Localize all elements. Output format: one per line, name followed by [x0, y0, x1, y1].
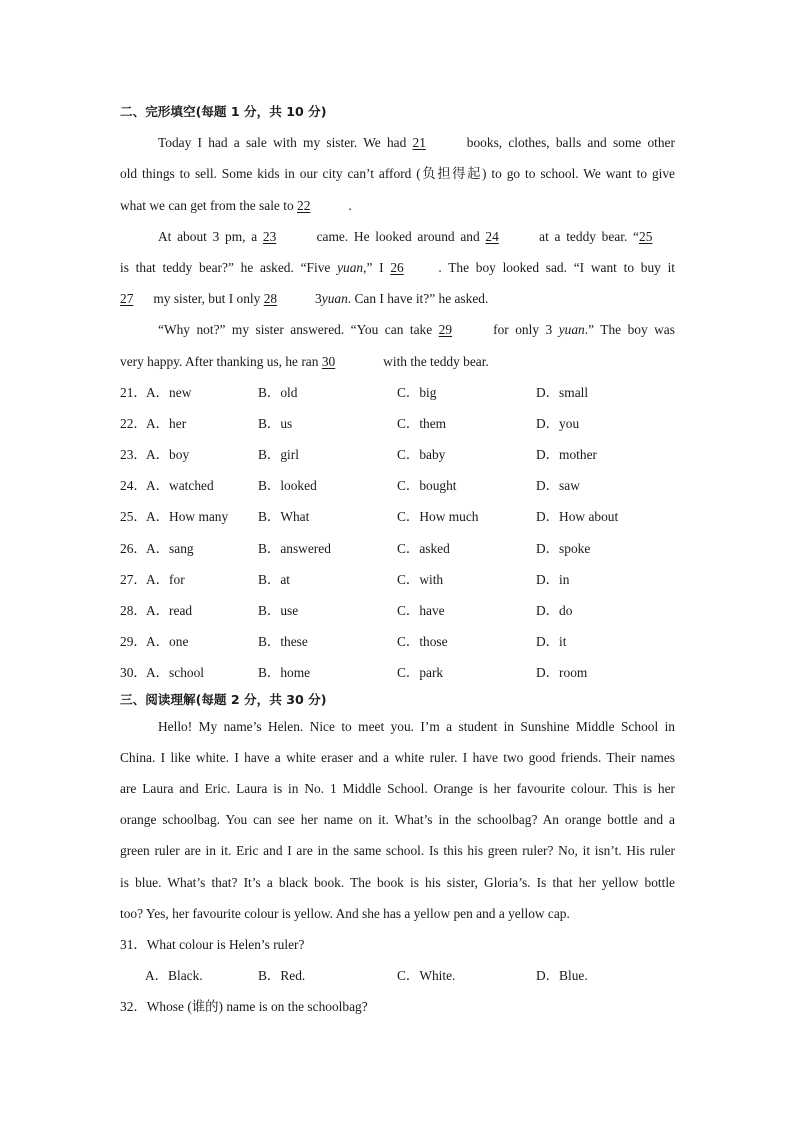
reading-line-1: Hello! My name’s Helen. Nice to meet you. I’m a student in Sunshine Middle School in: [158, 718, 675, 734]
option-d[interactable]: D．do: [536, 603, 573, 618]
option-b[interactable]: B．answered: [258, 540, 331, 556]
option-d[interactable]: D．Blue.: [536, 968, 588, 984]
option-a[interactable]: A．Black.: [145, 968, 203, 984]
cloze-heading: 二、完形填空(每题 1 分，共 10 分): [120, 104, 327, 119]
cloze-p1-line-1: [120, 127, 675, 158]
question-number: 21．: [120, 384, 147, 400]
blank-28: 28: [263, 291, 278, 307]
cloze-p2-line-3: [120, 283, 675, 314]
question-30: [120, 657, 675, 688]
cloze-p1-line-2: old things to sell. Some kids in our city can’t afford (负担得起) to go to school. We want to give: [120, 166, 675, 182]
reading-line-6: is blue. What’s that? It’s a black book. The book is his sister, Gloria’s. Is that her yellow bottle: [120, 874, 675, 890]
option-a[interactable]: A．How many: [146, 509, 229, 525]
cloze-paragraph-2: [120, 221, 675, 315]
reading-line-7: too? Yes, her favourite colour is yellow. And she has a yellow pen and a yellow cap.: [120, 905, 570, 921]
cloze-paragraph-1: [120, 127, 675, 221]
question-number: 27．: [120, 571, 147, 587]
text: for only 3: [493, 322, 553, 338]
option-b[interactable]: B．at: [258, 571, 290, 587]
question-number: 28．: [120, 603, 147, 618]
option-c[interactable]: C．with: [397, 571, 444, 587]
blank-24: 24: [485, 228, 499, 244]
text-italic: yuan: [321, 291, 348, 307]
option-c[interactable]: C．How much: [397, 509, 479, 525]
option-b[interactable]: B．looked: [258, 478, 317, 494]
cloze-p2-line-1: [120, 221, 675, 252]
text: what we can get from the sale to: [120, 197, 294, 213]
reading-line-3: are Laura and Eric. Laura is in No. 1 Middle School. Orange is her favourite colour. This is her: [120, 780, 675, 796]
option-a[interactable]: A．sang: [146, 540, 194, 556]
text: .: [348, 197, 352, 213]
option-d[interactable]: D．How about: [536, 509, 619, 525]
question-24: [120, 470, 675, 501]
option-b[interactable]: B．Red.: [258, 968, 306, 984]
text: at a teddy bear. “: [539, 228, 640, 244]
question-29: [120, 626, 675, 657]
option-d[interactable]: D．you: [536, 415, 580, 431]
option-d[interactable]: D．saw: [536, 478, 580, 494]
option-c[interactable]: C．them: [397, 415, 447, 431]
reading-line-4: orange schoolbag. You can see her name on it. What’s in the schoolbag? An orange bottle and a: [120, 812, 675, 828]
text: .” The boy was: [584, 322, 675, 338]
question-21: [120, 377, 675, 408]
option-a[interactable]: A．her: [146, 415, 187, 431]
blank-26: 26: [390, 259, 404, 275]
question-26: [120, 533, 675, 564]
blank-30: 30: [321, 353, 336, 369]
blank-22: 22: [297, 197, 311, 213]
cloze-options: [120, 377, 675, 689]
text: . The boy looked sad. “I want to buy it: [438, 259, 676, 275]
exam-page: [120, 96, 675, 1022]
text: books, clothes, balls and some other: [466, 135, 675, 151]
option-b[interactable]: B．us: [258, 415, 293, 431]
blank-25: 25: [639, 228, 653, 244]
blank-23: 23: [262, 228, 277, 244]
text: with the teddy bear.: [383, 353, 489, 369]
question-number: 23．: [120, 447, 147, 463]
text: 3: [315, 291, 322, 307]
blank-27: 27: [120, 291, 134, 307]
option-c[interactable]: C．park: [397, 665, 444, 681]
option-b[interactable]: B．What: [258, 509, 310, 525]
text-italic: yuan: [558, 322, 585, 338]
text: Today I had a sale with my sister. We had: [158, 135, 407, 151]
question-number: 30．: [120, 665, 147, 681]
option-a[interactable]: A．boy: [146, 447, 190, 463]
question-31-options: [120, 960, 675, 991]
question-number: 22．: [120, 415, 147, 431]
option-b[interactable]: B．home: [258, 665, 311, 681]
option-a[interactable]: A．read: [146, 603, 193, 618]
option-c[interactable]: C．bought: [397, 478, 457, 494]
question-number: 26．: [120, 540, 147, 556]
question-32: 32．Whose (谁的) name is on the schoolbag?: [120, 999, 368, 1015]
question-number: 29．: [120, 634, 147, 650]
option-b[interactable]: B．old: [258, 384, 298, 400]
option-c[interactable]: C．asked: [397, 540, 450, 556]
option-c[interactable]: C．those: [397, 634, 448, 650]
cloze-p3-line-2: [120, 346, 675, 377]
option-a[interactable]: A．watched: [146, 478, 214, 494]
reading-heading: 三、阅读理解(每题 2 分，共 30 分): [120, 691, 327, 707]
option-d[interactable]: D．in: [536, 571, 570, 587]
question-number: 25．: [120, 509, 147, 525]
option-a[interactable]: A．one: [146, 634, 189, 650]
option-a[interactable]: A．school: [146, 665, 205, 681]
option-c[interactable]: C．big: [397, 384, 437, 400]
reading-passage: [120, 711, 675, 929]
blank-21: 21: [412, 135, 426, 151]
reading-line-2: China. I like white. I have a white eraser and a white ruler. I have two good friends. Their names: [120, 749, 675, 765]
text: ,” I: [363, 259, 384, 275]
option-d[interactable]: D．small: [536, 384, 589, 400]
cloze-p3-line-1: [120, 314, 675, 345]
option-c[interactable]: C．White.: [397, 968, 456, 984]
text: my sister, but I only: [153, 291, 261, 307]
text: came. He looked around and: [316, 228, 480, 244]
cloze-p2-line-2: [120, 252, 675, 283]
question-28: [120, 595, 675, 626]
question-22: [120, 408, 675, 439]
text: . Can I have it?” he asked.: [347, 291, 489, 307]
option-d[interactable]: D．spoke: [536, 540, 591, 556]
cloze-paragraph-3: [120, 314, 675, 376]
text: is that teddy bear?” he asked. “Five: [120, 259, 331, 275]
text: At about 3 pm, a: [158, 228, 258, 244]
text: very happy. After thanking us, he ran: [120, 353, 319, 369]
cloze-p1-line-3: [120, 190, 675, 221]
option-c[interactable]: C．have: [397, 603, 445, 618]
option-b[interactable]: B．girl: [258, 447, 299, 463]
option-d[interactable]: D．room: [536, 665, 588, 681]
option-a[interactable]: A．new: [146, 384, 192, 400]
option-d[interactable]: D．mother: [536, 447, 597, 463]
question-25: [120, 501, 675, 532]
option-d[interactable]: D．it: [536, 634, 567, 650]
option-c[interactable]: C．baby: [397, 447, 446, 463]
option-b[interactable]: B．use: [258, 603, 299, 618]
option-b[interactable]: B．these: [258, 634, 308, 650]
question-number: 24．: [120, 478, 147, 494]
blank-29: 29: [438, 322, 453, 338]
text: “Why not?” my sister answered. “You can take: [158, 322, 433, 338]
option-a[interactable]: A．for: [146, 571, 185, 587]
question-27: [120, 564, 675, 595]
question-23: [120, 439, 675, 470]
question-31: 31．What colour is Helen’s ruler?: [120, 936, 305, 952]
reading-line-5: green ruler are in it. Eric and I are in the same school. Is this his green ruler? No, it isn’t. His ruler: [120, 843, 675, 859]
text-italic: yuan: [337, 259, 364, 275]
